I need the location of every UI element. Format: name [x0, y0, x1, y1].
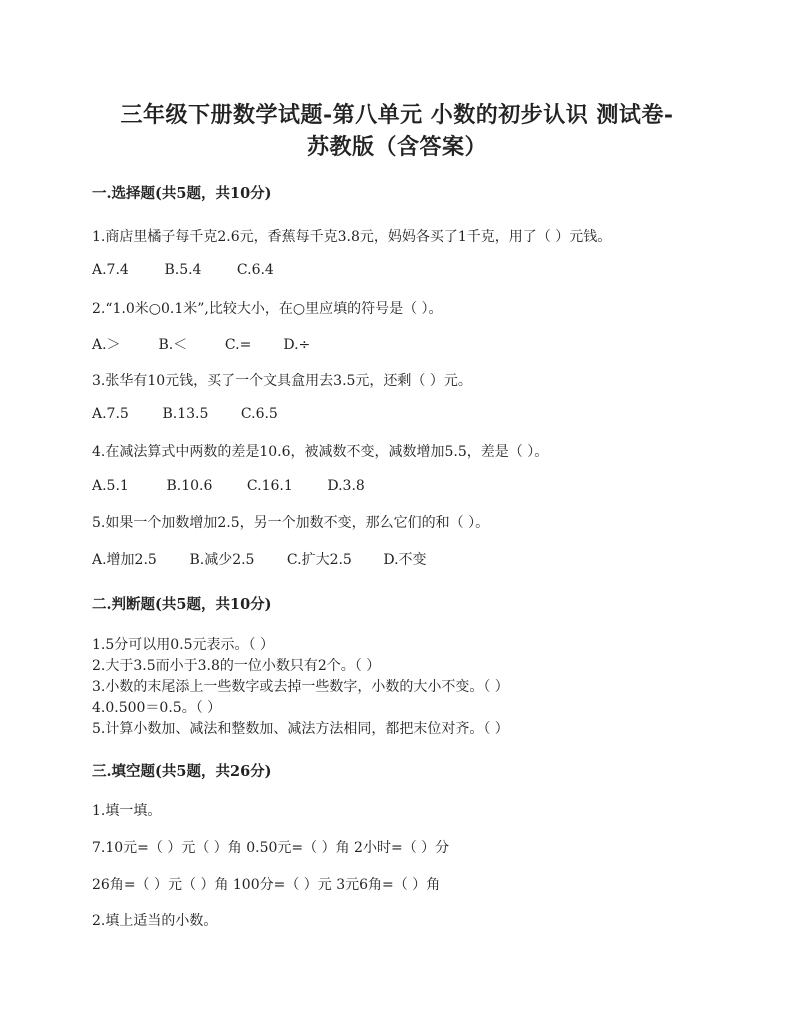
- option: A.7.5: [92, 406, 129, 422]
- question-options: [92, 549, 427, 569]
- question-text: 5.如果一个加数增加2.5，另一个加数不变，那么它们的和（ ）。: [92, 515, 490, 531]
- question-text: 4.在减法算式中两数的差是10.6，被减数不变，减数增加5.5，差是（ ）。: [92, 444, 549, 460]
- section-heading-fill-in: 三.填空题(共5题，共26分): [92, 763, 272, 780]
- option: D.不变: [383, 552, 427, 568]
- list-item: 3.小数的末尾添上一些数字或去掉一些数字，小数的大小不变。（ ）: [92, 679, 509, 695]
- page-title-line-2: 苏教版（含答案）: [306, 134, 487, 160]
- question-text: 3.张华有10元钱，买了一个文具盒用去3.5元，还剩（ ）元。: [92, 373, 472, 389]
- list-item: 7.10元=（ ）元（ ）角 0.50元=（ ）角 2小时=（ ）分: [92, 840, 450, 856]
- question-text: 2.“1.0米○0.1米”,比较大小，在○里应填的符号是（ ）。: [92, 301, 443, 317]
- list-item: 5.计算小数加、减法和整数加、减法方法相同，都把末位对齐。（ ）: [92, 721, 509, 737]
- option: C.=: [224, 337, 252, 353]
- list-item: 4.0.500＝0.5。（ ）: [92, 700, 222, 716]
- option: C.6.5: [240, 406, 278, 422]
- option: B.＜: [158, 337, 188, 353]
- question-options: [92, 334, 310, 354]
- option: B.13.5: [162, 406, 209, 422]
- option: A.增加2.5: [92, 552, 157, 568]
- list-item: 1.填一填。: [92, 803, 162, 819]
- option: A.7.4: [92, 262, 129, 278]
- section-heading-choice: 一.选择题(共5题，共10分): [92, 185, 272, 202]
- question-options: [92, 478, 365, 494]
- question-text: 1.商店里橘子每千克2.6元，香蕉每千克3.8元，妈妈各买了1千克，用了（ ）元钱。: [92, 229, 612, 245]
- option: B.5.4: [164, 262, 202, 278]
- list-item: 2.填上适当的小数。: [92, 913, 218, 929]
- list-item: 26角=（ ）元（ ）角 100分=（ ）元 3元6角=（ ）角: [92, 877, 441, 893]
- option: C.扩大2.5: [286, 552, 352, 568]
- option: C.6.4: [236, 262, 274, 278]
- option: B.10.6: [166, 478, 213, 494]
- option: A.＞: [92, 337, 121, 353]
- page-title-line-1: 三年级下册数学试题-第八单元 小数的初步认识 测试卷-: [120, 102, 674, 128]
- question-options: [92, 406, 278, 422]
- list-item: 2.大于3.5而小于3.8的一位小数只有2个。（ ）: [92, 658, 381, 674]
- option: D.÷: [283, 337, 311, 353]
- option: D.3.8: [327, 478, 365, 494]
- question-options: [92, 262, 274, 278]
- option: C.16.1: [246, 478, 293, 494]
- list-item: 1.5分可以用0.5元表示。（ ）: [92, 637, 274, 653]
- option: B.减少2.5: [189, 552, 255, 568]
- section-heading-judgement: 二.判断题(共5题，共10分): [92, 596, 272, 613]
- option: A.5.1: [92, 478, 129, 494]
